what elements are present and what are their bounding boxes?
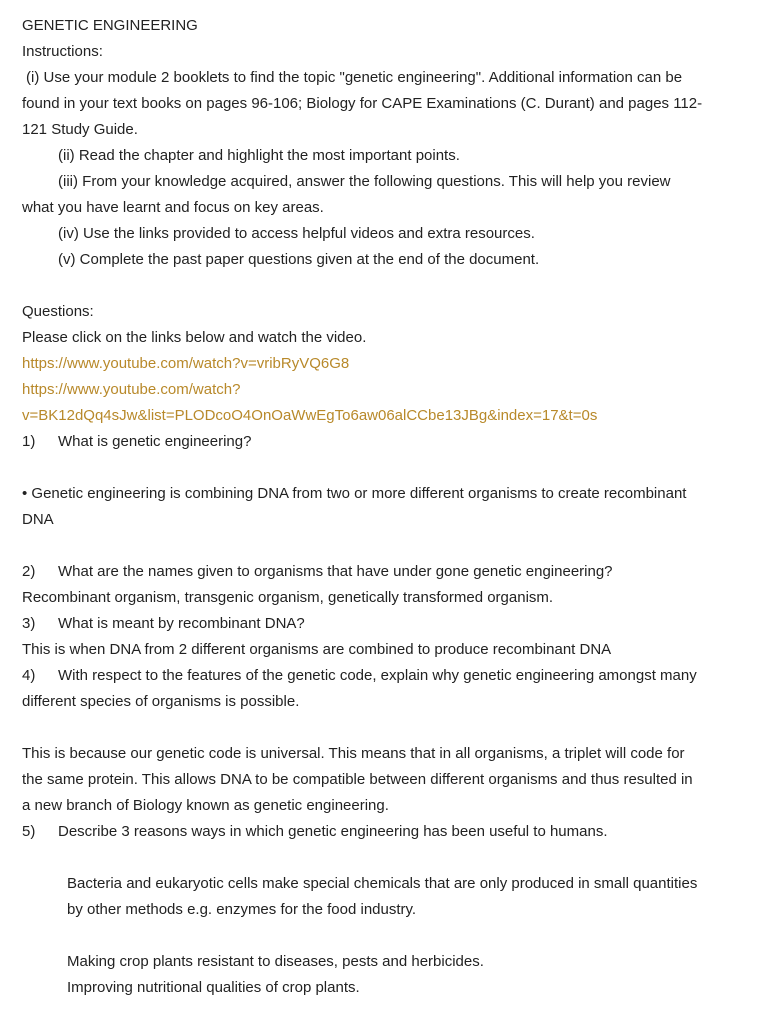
links-intro: Please click on the links below and watch the video.: [22, 329, 367, 346]
answer-4-line2: the same protein. This allows DNA to be compatible between different organisms and thus resulted in: [22, 771, 693, 788]
answer-1-line1: • Genetic engineering is combining DNA from two or more different organisms to create recombinant: [22, 485, 687, 502]
spacer: [22, 533, 746, 559]
answer-1-line2: DNA: [22, 511, 54, 528]
spacer: [22, 845, 746, 871]
instruction-iii-line1: (iii) From your knowledge acquired, answer the following questions. This will help you review: [58, 173, 671, 190]
question-text: With respect to the features of the genetic code, explain why genetic engineering amongst many: [58, 667, 697, 684]
instruction-iii-line2: what you have learnt and focus on key areas.: [22, 199, 324, 216]
answer-5-item1-line2: by other methods e.g. enzymes for the food industry.: [67, 901, 417, 918]
question-number: 3): [22, 615, 36, 632]
answer-5-item3: Improving nutritional qualities of crop plants.: [67, 979, 360, 996]
question-4-line2: different species of organisms is possible.: [22, 693, 300, 710]
instruction-i-line3: 121 Study Guide.: [22, 121, 138, 138]
instructions-heading: Instructions:: [22, 43, 103, 60]
question-3: [22, 611, 746, 637]
question-text: What is genetic engineering?: [58, 433, 252, 450]
answer-5-item2: Making crop plants resistant to diseases, pests and herbicides.: [67, 953, 484, 970]
document-title: GENETIC ENGINEERING: [22, 17, 198, 34]
spacer: [22, 715, 746, 741]
answer-2: Recombinant organism, transgenic organism, genetically transformed organism.: [22, 589, 554, 606]
video-link-1[interactable]: https://www.youtube.com/watch?v=vribRyVQ6G8: [22, 355, 350, 372]
spacer: [22, 923, 746, 949]
instruction-v: (v) Complete the past paper questions given at the end of the document.: [58, 251, 540, 268]
video-link-2-line2[interactable]: v=BK12dQq4sJw&list=PLODcoO4OnOaWwEgTo6aw06alCCbe13JBg&index=17&t=0s: [22, 407, 598, 424]
video-link-2-line1[interactable]: https://www.youtube.com/watch?: [22, 381, 241, 398]
questions-heading: Questions:: [22, 303, 94, 320]
question-number: 4): [22, 667, 36, 684]
answer-4-line3: a new branch of Biology known as genetic engineering.: [22, 797, 389, 814]
question-4-line1: [22, 663, 746, 689]
instruction-iv: (iv) Use the links provided to access helpful videos and extra resources.: [58, 225, 535, 242]
answer-5-item1-line1: Bacteria and eukaryotic cells make special chemicals that are only produced in small quantities: [67, 875, 698, 892]
question-number: 1): [22, 433, 36, 450]
question-number: 5): [22, 823, 36, 840]
spacer: [22, 455, 746, 481]
question-2: [22, 559, 746, 585]
question-text: Describe 3 reasons ways in which genetic engineering has been useful to humans.: [58, 823, 608, 840]
question-number: 2): [22, 563, 36, 580]
instruction-i-line2: found in your text books on pages 96-106; Biology for CAPE Examinations (C. Durant) and pages 112-: [22, 95, 703, 112]
spacer: [22, 273, 746, 299]
instruction-i-line1: (i) Use your module 2 booklets to find the topic "genetic engineering". Additional information can be: [26, 69, 683, 86]
question-text: What is meant by recombinant DNA?: [58, 615, 305, 632]
answer-3: This is when DNA from 2 different organisms are combined to produce recombinant DNA: [22, 641, 612, 658]
instructions-list: [22, 65, 746, 273]
instruction-ii: (ii) Read the chapter and highlight the most important points.: [58, 147, 460, 164]
question-text: What are the names given to organisms that have under gone genetic engineering?: [58, 563, 613, 580]
answer-4-line1: This is because our genetic code is universal. This means that in all organisms, a triplet will code for: [22, 745, 685, 762]
question-1: [22, 429, 746, 455]
question-5: [22, 819, 746, 845]
